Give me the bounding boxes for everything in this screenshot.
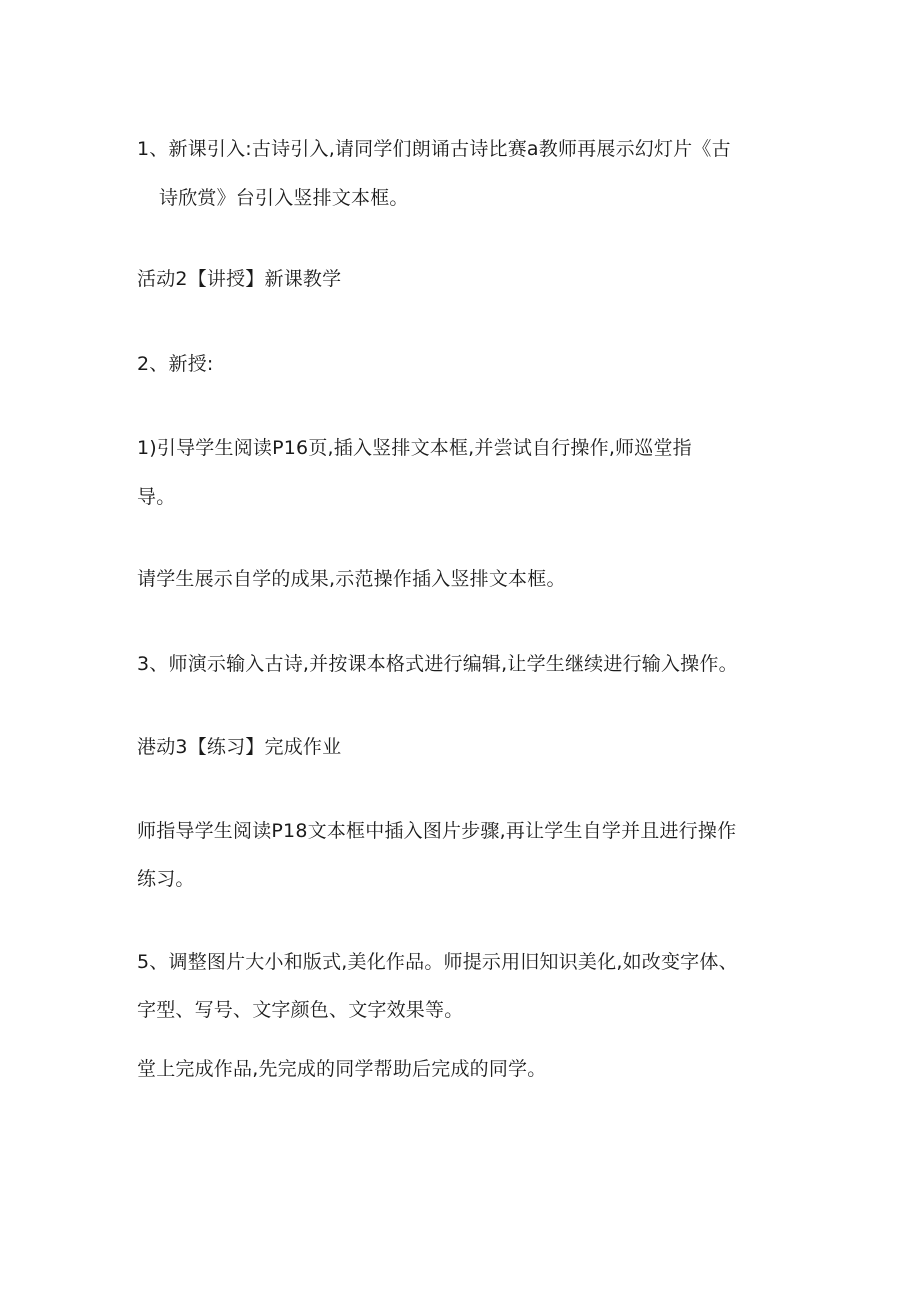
paragraph-insert-picture-line-1: 师指导学生阅读P18文本框中插入图片步骤,再让学生自学并且进行操作 bbox=[137, 820, 737, 842]
paragraph-guide-reading-line-1: 1)引导学生阅读P16页,插入竖排文本框,并尝试自行操作,师巡堂指 bbox=[137, 437, 692, 459]
heading-activity-3: 港动3【练习】完成作业 bbox=[137, 736, 342, 758]
paragraph-teacher-demo: 3、师演示输入古诗,并按课本格式进行编辑,让学生继续进行输入操作。 bbox=[137, 653, 738, 675]
paragraph-adjust-picture-line-1: 5、调整图片大小和版式,美化作品。师提示用旧知识美化,如改变字体、 bbox=[137, 951, 738, 973]
heading-activity-2: 活动2【讲授】新课教学 bbox=[137, 268, 342, 290]
paragraph-insert-picture-line-2: 练习。 bbox=[137, 868, 195, 890]
paragraph-new-lesson-intro-line-2: 诗欣赏》台引入竖排文本框。 bbox=[159, 187, 409, 209]
paragraph-adjust-picture-line-2: 字型、写号、文字颜色、文字效果等。 bbox=[137, 999, 464, 1021]
paragraph-complete-work: 堂上完成作品,先完成的同学帮助后完成的同学。 bbox=[137, 1058, 547, 1080]
paragraph-guide-reading-line-2: 导。 bbox=[137, 486, 176, 508]
paragraph-new-lesson-intro-line-1: 1、新课引入:古诗引入,请同学们朗诵古诗比赛a教师再展示幻灯片《古 bbox=[137, 138, 731, 160]
heading-new-teaching: 2、新授: bbox=[137, 353, 214, 375]
paragraph-student-demo: 请学生展示自学的成果,示范操作插入竖排文本框。 bbox=[137, 568, 566, 590]
